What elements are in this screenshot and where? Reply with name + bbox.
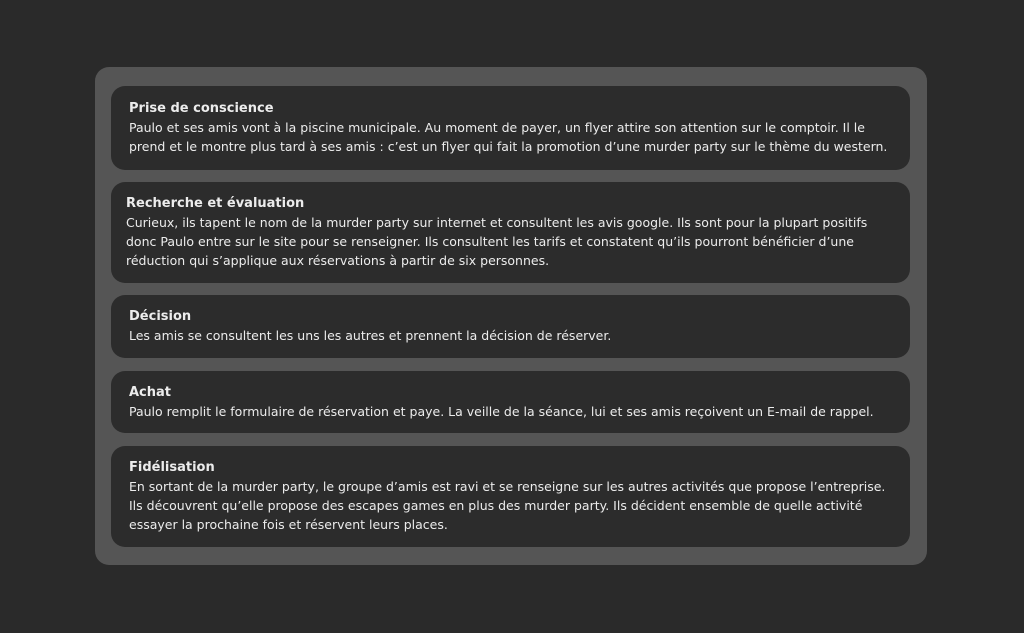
step-title: Fidélisation [129,460,215,475]
step-title: Décision [129,309,192,324]
step-card-loyalty [111,446,910,547]
step-title: Recherche et évaluation [126,196,305,211]
customer-journey-panel [95,67,927,565]
step-description: Paulo et ses amis vont à la piscine municipale. Au moment de payer, un flyer attire son attention sur le comptoir. Il le prend et le montre plus tard à ses amis : c’est un flyer qui fait la promotion d’une murder party sur le thème du western. [129,120,888,154]
step-card-awareness [111,86,910,170]
step-description: Curieux, ils tapent le nom de la murder party sur internet et consultent les avis google. Ils sont pour la plupart positifs donc Paulo entre sur le site pour se renseigner. Ils consultent les tarifs et constatent qu’ils pourront bénéficier d’une réduction qui s’applique aux réservations à partir de six personnes. [126,215,868,268]
step-description: Les amis se consultent les uns les autres et prennent la décision de réserver. [129,328,612,343]
step-card-purchase [111,371,910,433]
step-card-decision [111,295,910,358]
step-title: Prise de conscience [129,101,274,116]
step-description: En sortant de la murder party, le groupe d’amis est ravi et se renseigne sur les autres activités que propose l’entreprise. Ils découvrent qu’elle propose des escapes games en plus des murder party. Ils décident ensemble de quelle activité essayer la prochaine fois et réservent leurs places. [129,479,886,532]
step-description: Paulo remplit le formulaire de réservation et paye. La veille de la séance, lui et ses amis reçoivent un E-mail de rappel. [129,404,874,419]
step-title: Achat [129,385,172,400]
step-card-research [111,182,910,283]
